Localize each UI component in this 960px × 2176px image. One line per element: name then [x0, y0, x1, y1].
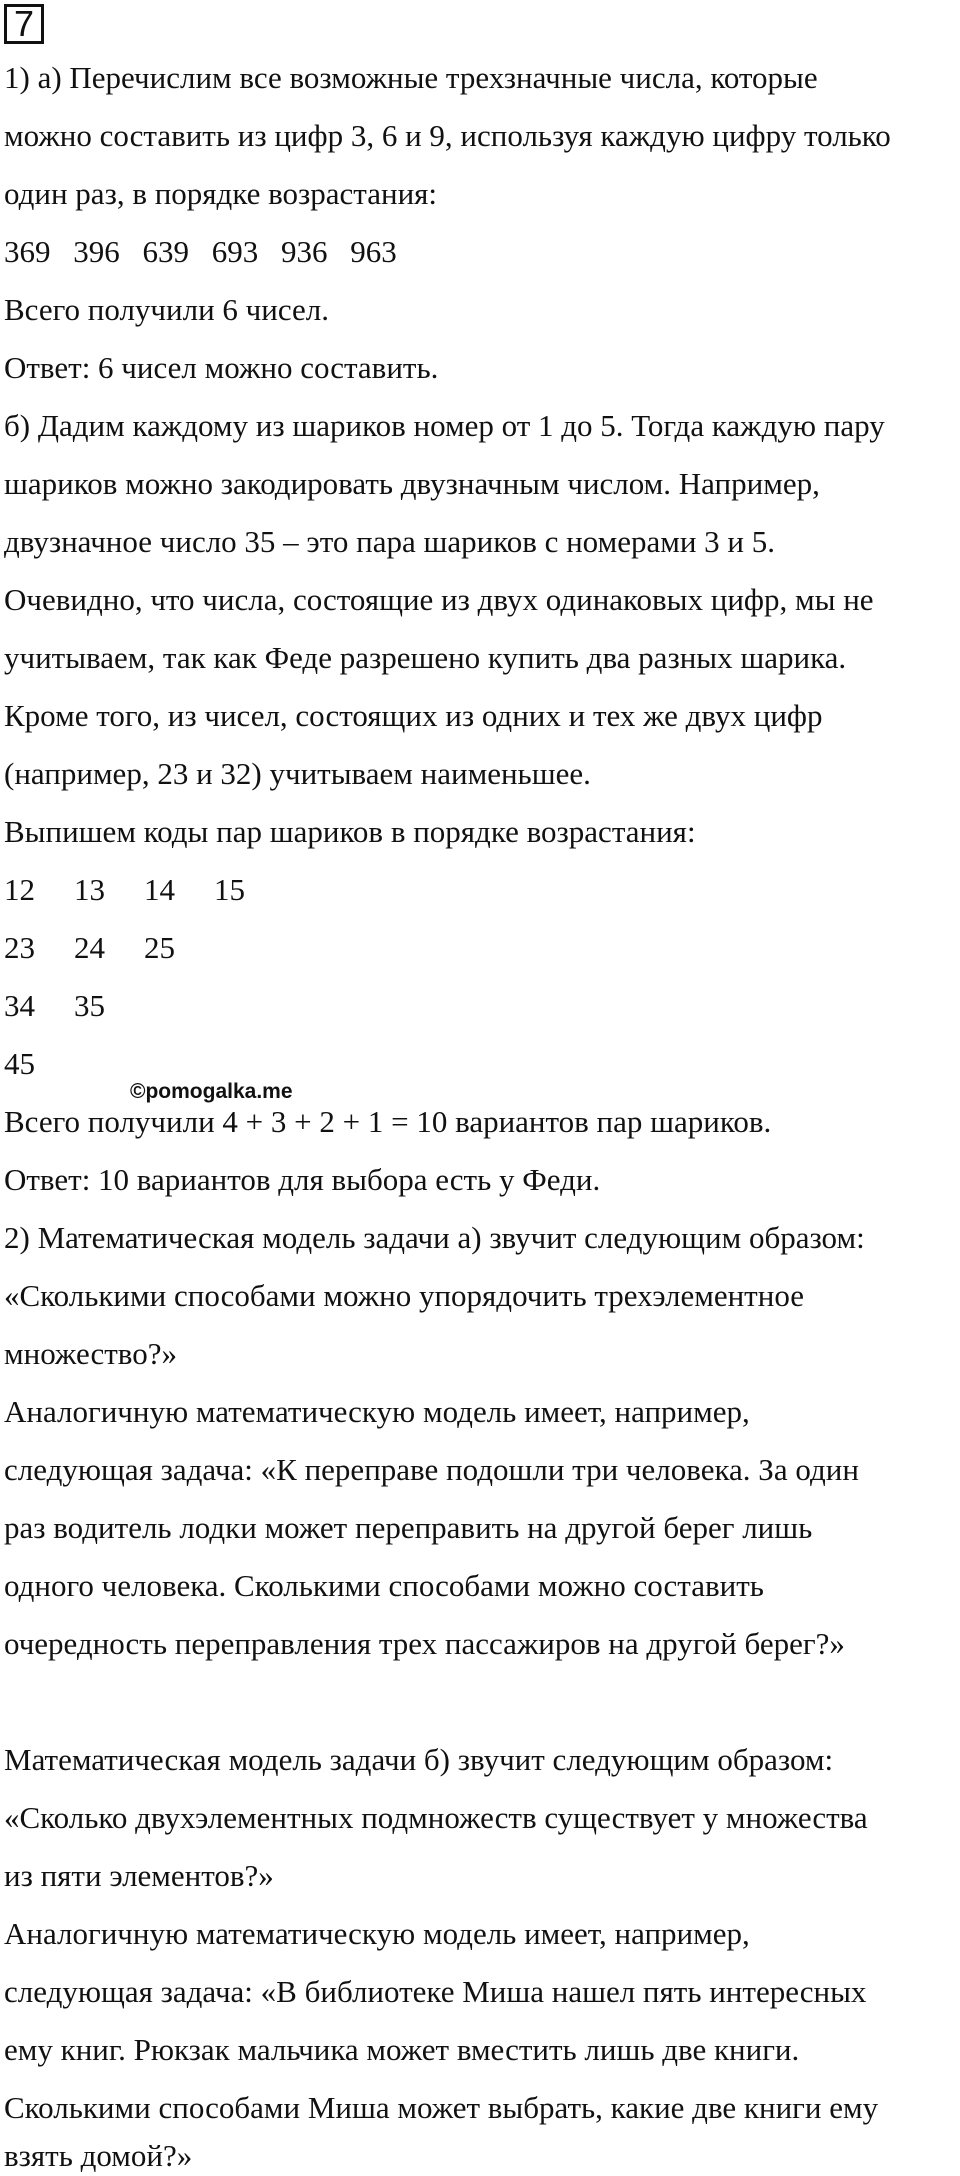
text-line: взять домой?»	[4, 2138, 193, 2173]
text-line: «Сколькими способами можно упорядочить трехэлементное	[4, 1278, 804, 1313]
text-line: очередность переправления трех пассажиров на другой берег?»	[4, 1626, 845, 1661]
text-line: «Сколько двухэлементных подмножеств существует у множества	[4, 1800, 868, 1835]
text-line: можно составить из цифр 3, 6 и 9, используя каждую цифру только	[4, 118, 891, 153]
number-item: 369	[4, 234, 51, 269]
code-item: 13	[74, 872, 105, 907]
text-line: из пяти элементов?»	[4, 1858, 274, 1893]
code-item: 25	[144, 930, 175, 965]
numbers-list	[4, 232, 412, 272]
text-line: один раз, в порядке возрастания:	[4, 176, 438, 211]
number-item: 639	[142, 234, 189, 269]
text-line: Выпишем коды пар шариков в порядке возрастания:	[4, 814, 696, 849]
codes-row	[4, 986, 144, 1026]
code-item: 34	[4, 988, 35, 1023]
codes-row	[4, 870, 284, 910]
text-line: б) Дадим каждому из шариков номер от 1 до 5. Тогда каждую пару	[4, 408, 885, 443]
code-item: 12	[4, 872, 35, 907]
number-item: 396	[73, 234, 120, 269]
code-item: 15	[214, 872, 245, 907]
code-item: 35	[74, 988, 105, 1023]
text-line: Аналогичную математическую модель имеет, например,	[4, 1394, 750, 1429]
task-number-box: 7	[4, 4, 44, 44]
text-line: следующая задача: «К переправе подошли три человека. За один	[4, 1452, 859, 1487]
number-item: 936	[281, 234, 328, 269]
text-line: множество?»	[4, 1336, 177, 1371]
text-line: шариков можно закодировать двузначным числом. Например,	[4, 466, 820, 501]
text-line: учитываем, так как Феде разрешено купить два разных шарика.	[4, 640, 847, 675]
text-line: раз водитель лодки может переправить на другой берег лишь	[4, 1510, 813, 1545]
text-line: Математическая модель задачи б) звучит следующим образом:	[4, 1742, 834, 1777]
code-item: 24	[74, 930, 105, 965]
watermark: ©pomogalka.me	[130, 1080, 293, 1103]
text-line: 1) а) Перечислим все возможные трехзначные числа, которые	[4, 60, 818, 95]
text-line: (например, 23 и 32) учитываем наименьшее.	[4, 756, 591, 791]
text-line: Очевидно, что числа, состоящие из двух одинаковых цифр, мы не	[4, 582, 874, 617]
codes-row	[4, 928, 214, 968]
text-line: Сколькими способами Миша может выбрать, какие две книги ему	[4, 2090, 879, 2125]
code-item: 23	[4, 930, 35, 965]
code-item: 14	[144, 872, 175, 907]
text-line: одного человека. Сколькими способами можно составить	[4, 1568, 764, 1603]
code-item: 45	[4, 1046, 35, 1081]
number-item: 963	[350, 234, 397, 269]
text-line: Всего получили 4 + 3 + 2 + 1 = 10 вариантов пар шариков.	[4, 1104, 772, 1139]
text-line: Всего получили 6 чисел.	[4, 292, 329, 327]
text-line: 2) Математическая модель задачи а) звучит следующим образом:	[4, 1220, 865, 1255]
text-line: ему книг. Рюкзак мальчика может вместить лишь две книги.	[4, 2032, 800, 2067]
answer-line: Ответ: 10 вариантов для выбора есть у Феди.	[4, 1162, 601, 1197]
codes-row	[4, 1044, 74, 1084]
number-item: 693	[211, 234, 259, 269]
text-line: Кроме того, из чисел, состоящих из одних и тех же двух цифр	[4, 698, 823, 733]
text-line: двузначное число 35 – это пара шариков с номерами 3 и 5.	[4, 524, 776, 559]
text-line: Аналогичную математическую модель имеет, например,	[4, 1916, 750, 1951]
answer-line: Ответ: 6 чисел можно составить.	[4, 350, 439, 385]
text-line: следующая задача: «В библиотеке Миша нашел пять интересных	[4, 1974, 867, 2009]
